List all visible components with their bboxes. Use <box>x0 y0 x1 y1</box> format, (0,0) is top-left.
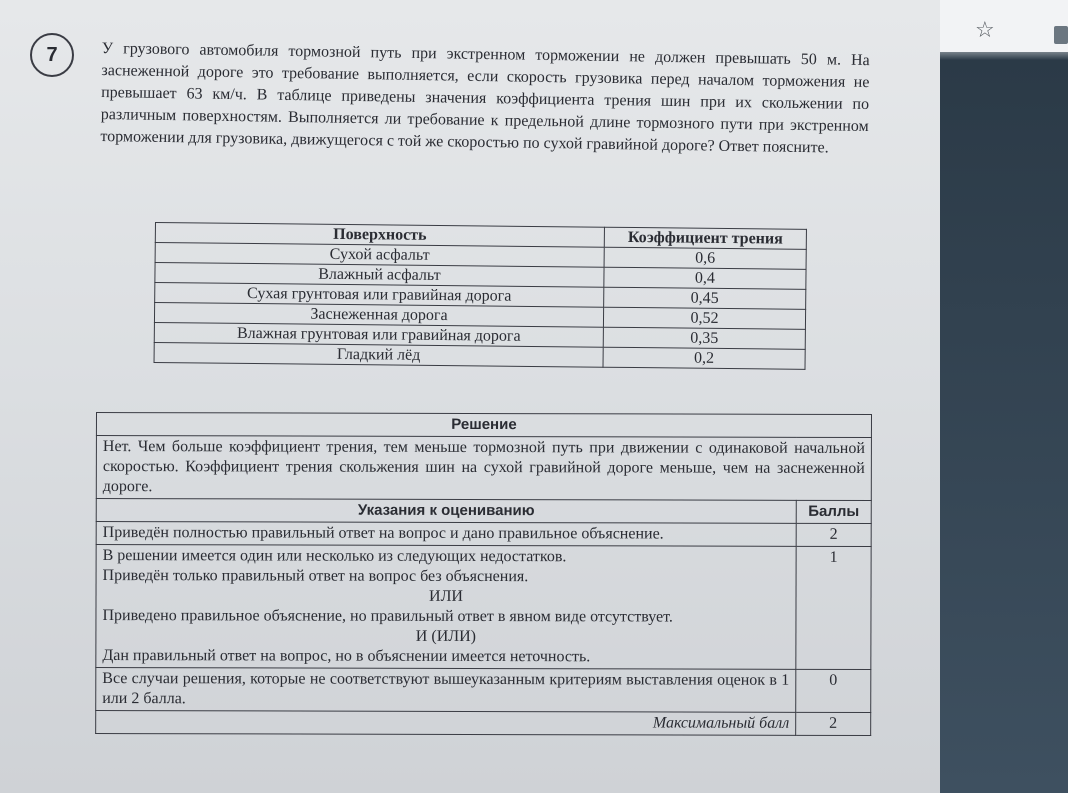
criteria-header: Указания к оцениванию <box>96 499 796 524</box>
browser-toolbar <box>940 0 1068 52</box>
criteria-points: 0 <box>796 669 871 712</box>
surface-cell: Сухая грунтовая или гравийная дорога <box>155 283 604 308</box>
points-header: Баллы <box>796 500 871 523</box>
coefficient-cell: 0,35 <box>603 327 805 349</box>
coefficient-header: Коэффициент трения <box>604 227 806 249</box>
coefficient-cell: 0,6 <box>604 247 806 269</box>
criteria-text-block <box>96 545 796 670</box>
criteria-line: Дан правильный ответ на вопрос, но в объяснении имеется неточность. <box>102 647 591 666</box>
surface-cell: Сухой асфальт <box>155 243 604 268</box>
surface-cell: Влажная грунтовая или гравийная дорога <box>154 322 603 347</box>
criteria-line: Приведён только правильный ответ на вопрос без объяснения. <box>102 567 529 586</box>
max-score-label: Максимальный балл <box>96 711 796 736</box>
question-number: 7 <box>30 33 74 77</box>
criteria-row <box>96 668 871 713</box>
solution-title: Решение <box>96 413 871 438</box>
star-icon[interactable]: ☆ <box>975 18 995 43</box>
criteria-or: И (ИЛИ) <box>415 627 477 645</box>
criteria-text: Все случаи решения, которые не соответствуют вышеуказанным критериям выставления оценок в 1 или 2 балла. <box>96 668 796 713</box>
solution-answer: Нет. Чем больше коэффициент трения, тем меньше тормозной путь при движении с одинаковой начальной скоростью. Коэффициент трения скольжения шин на сухой гравийной дороге меньше, чем на заснеженной дороге. <box>96 436 871 501</box>
criteria-points: 1 <box>796 546 871 669</box>
extension-icon[interactable] <box>1054 26 1068 44</box>
surface-cell: Гладкий лёд <box>154 342 603 367</box>
criteria-line: Приведено правильное объяснение, но правильный ответ в явном виде отсутствует. <box>102 607 673 626</box>
background-area <box>940 0 1068 793</box>
coefficient-cell: 0,45 <box>604 287 806 309</box>
criteria-row <box>96 545 871 670</box>
surface-cell: Влажный асфальт <box>155 263 604 288</box>
surface-cell: Заснеженная дорога <box>154 303 603 328</box>
criteria-or: ИЛИ <box>429 587 464 605</box>
max-score-row <box>96 711 871 736</box>
max-score-value: 2 <box>796 712 871 735</box>
solution-table <box>95 412 872 736</box>
criteria-line: В решении имеется один или несколько из следующих недостатков. <box>102 547 567 566</box>
criteria-points: 2 <box>796 523 871 546</box>
question-text: У грузового автомобиля тормозной путь при экстренном торможении не должен превышать 50 м. На заснеженной дороге это требование выполняется, если скорость грузовика перед началом торможения не превышает 63 км/ч. В таблице приведены значения коэффициента трения шин при их скольжении по различным поверхностям. Выполняется ли требование к предельной длине тормозного пути при экстренном торможении для грузовика, движущегося с той же скоростью по сухой гравийной дороге? Ответ поясните. <box>100 39 870 157</box>
coefficient-cell: 0,52 <box>603 307 805 329</box>
friction-table <box>154 222 807 370</box>
surface-header: Поверхность <box>155 223 604 248</box>
coefficient-cell: 0,4 <box>604 267 806 289</box>
criteria-text: Приведён полностью правильный ответ на вопрос и дано правильное объяснение. <box>96 522 796 547</box>
criteria-row <box>96 522 871 547</box>
coefficient-cell: 0,2 <box>603 347 805 369</box>
